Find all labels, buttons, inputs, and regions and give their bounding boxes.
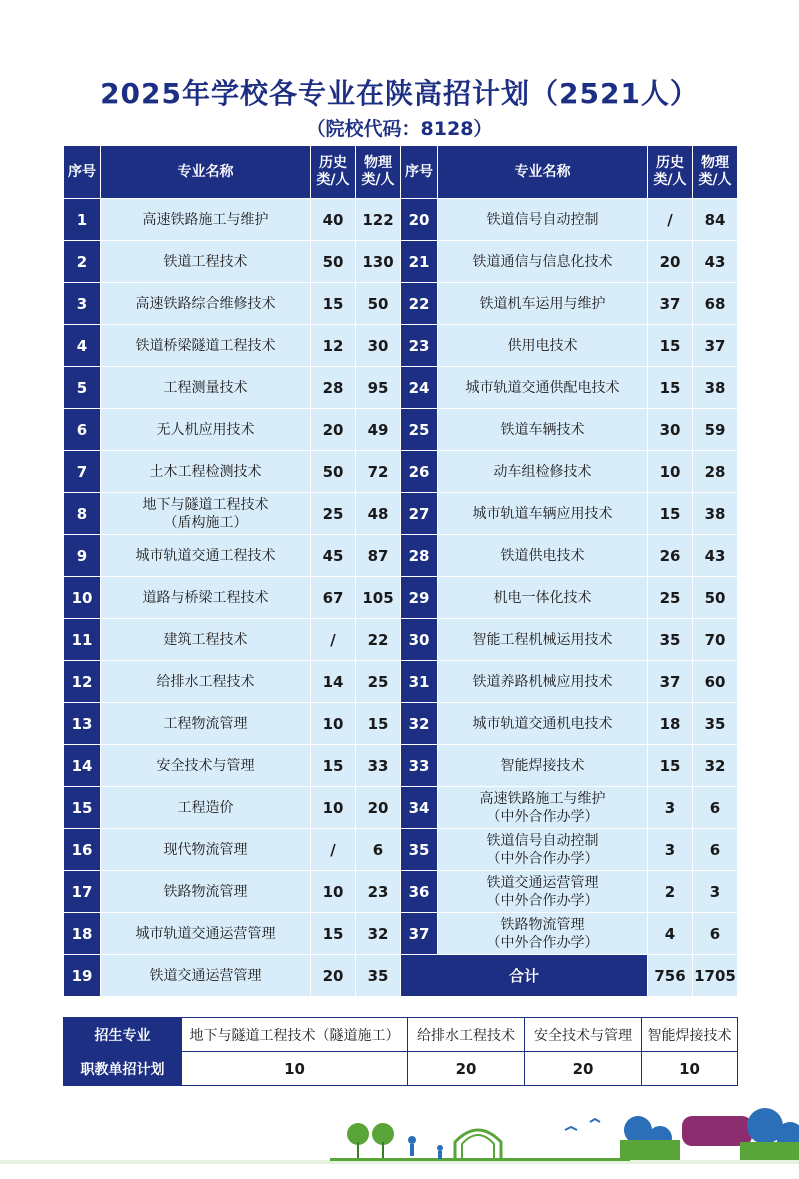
history-count: 10 (311, 871, 356, 913)
row-number: 30 (401, 619, 438, 661)
row-number: 3 (64, 283, 101, 325)
table-header-row (64, 146, 738, 199)
physics-count: 15 (356, 703, 401, 745)
row-number: 14 (64, 745, 101, 787)
history-count: 28 (311, 367, 356, 409)
plan-major: 地下与隧道工程技术（隧道施工） (182, 1018, 408, 1052)
row-number: 19 (64, 955, 101, 997)
major-name-text: 城市轨道交通运营管理 (135, 925, 276, 942)
table-row (64, 325, 738, 367)
physics-count: 60 (693, 661, 738, 703)
history-count: 14 (311, 661, 356, 703)
major-name-text: 给排水工程技术 (156, 673, 255, 690)
plan-count: 20 (408, 1052, 525, 1086)
history-count: 40 (311, 199, 356, 241)
enrollment-table (63, 145, 738, 997)
major-name-note: （盾构施工） (163, 514, 248, 531)
row-number: 33 (401, 745, 438, 787)
physics-count: 48 (356, 493, 401, 535)
row-number: 16 (64, 829, 101, 871)
major-name-text: 铁道车辆技术 (500, 421, 585, 438)
physics-count: 32 (693, 745, 738, 787)
major-name (438, 577, 648, 619)
physics-count: 49 (356, 409, 401, 451)
plan-row2-label: 职教单招计划 (64, 1052, 182, 1086)
bird-icon (590, 1119, 600, 1122)
header-no: 序号 (401, 146, 438, 199)
major-name (438, 871, 648, 913)
history-count: 15 (311, 745, 356, 787)
physics-count: 59 (693, 409, 738, 451)
major-name-text: 铁路物流管理 (163, 883, 248, 900)
history-count: 15 (311, 283, 356, 325)
history-count: 67 (311, 577, 356, 619)
physics-count: 122 (356, 199, 401, 241)
plan-row1-label: 招生专业 (64, 1018, 182, 1052)
row-number: 20 (401, 199, 438, 241)
major-name-text: 土木工程检测技术 (149, 463, 262, 480)
row-number: 2 (64, 241, 101, 283)
history-count: 2 (648, 871, 693, 913)
physics-count: 32 (356, 913, 401, 955)
row-number: 4 (64, 325, 101, 367)
physics-count: 35 (693, 703, 738, 745)
decorative-scenery (0, 1090, 799, 1179)
total-history: 756 (648, 955, 693, 997)
major-name (438, 787, 648, 829)
history-count: 37 (648, 661, 693, 703)
row-number: 24 (401, 367, 438, 409)
row-number: 1 (64, 199, 101, 241)
tree-icon (372, 1123, 394, 1145)
physics-count: 20 (356, 787, 401, 829)
major-name-text: 地下与隧道工程技术 (142, 496, 269, 513)
row-number: 25 (401, 409, 438, 451)
major-name-text: 工程物流管理 (163, 715, 248, 732)
history-count: 10 (311, 703, 356, 745)
runner-icon (408, 1136, 416, 1144)
green-path (330, 1158, 630, 1161)
major-name (101, 493, 311, 535)
major-name (101, 745, 311, 787)
physics-count: 6 (693, 913, 738, 955)
plan-major: 智能焊接技术 (642, 1018, 738, 1052)
physics-count: 6 (356, 829, 401, 871)
physics-count: 22 (356, 619, 401, 661)
row-number: 36 (401, 871, 438, 913)
physics-count: 72 (356, 451, 401, 493)
major-name-text: 无人机应用技术 (156, 421, 255, 438)
major-name-text: 高速铁路施工与维护 (479, 790, 606, 807)
total-physics: 1705 (693, 955, 738, 997)
header-physics: 物理类/人 (356, 146, 401, 199)
physics-count: 38 (693, 367, 738, 409)
row-number: 29 (401, 577, 438, 619)
major-name (438, 199, 648, 241)
physics-count: 130 (356, 241, 401, 283)
physics-count: 105 (356, 577, 401, 619)
table-row (64, 535, 738, 577)
physics-count: 3 (693, 871, 738, 913)
plan-count: 10 (182, 1052, 408, 1086)
major-name-text: 工程造价 (177, 799, 234, 816)
major-name (438, 241, 648, 283)
campus-sign-icon (682, 1116, 752, 1146)
major-name (101, 913, 311, 955)
physics-count: 50 (693, 577, 738, 619)
table-row (64, 661, 738, 703)
row-number: 11 (64, 619, 101, 661)
table-row (64, 451, 738, 493)
row-number: 18 (64, 913, 101, 955)
row-number: 5 (64, 367, 101, 409)
bird-icon (565, 1127, 577, 1130)
tree-icon (347, 1123, 369, 1145)
row-number: 7 (64, 451, 101, 493)
major-name-text: 工程测量技术 (163, 379, 248, 396)
major-name (438, 325, 648, 367)
major-name (438, 913, 648, 955)
major-name (101, 577, 311, 619)
history-count: 15 (648, 367, 693, 409)
table-row (64, 241, 738, 283)
plan-majors-row (64, 1018, 738, 1052)
table-row (64, 619, 738, 661)
major-name (101, 535, 311, 577)
major-name-text: 铁道养路机械应用技术 (472, 673, 613, 690)
physics-count: 50 (356, 283, 401, 325)
table-row (64, 493, 738, 535)
major-name-text: 城市轨道交通机电技术 (472, 715, 613, 732)
history-count: / (311, 829, 356, 871)
table-row (64, 913, 738, 955)
history-count: / (311, 619, 356, 661)
history-count: 3 (648, 787, 693, 829)
major-name-text: 铁道信号自动控制 (486, 832, 599, 849)
row-number: 6 (64, 409, 101, 451)
history-count: 20 (311, 409, 356, 451)
major-name-note: （中外合作办学） (486, 892, 599, 909)
major-name (101, 409, 311, 451)
physics-count: 38 (693, 493, 738, 535)
major-name-text: 铁道工程技术 (163, 253, 248, 270)
major-name (438, 703, 648, 745)
physics-count: 43 (693, 241, 738, 283)
major-name-text: 铁道交通运营管理 (486, 874, 599, 891)
plan-count: 20 (525, 1052, 642, 1086)
table-row (64, 367, 738, 409)
table-row (64, 787, 738, 829)
major-name-text: 城市轨道交通供配电技术 (465, 379, 620, 396)
plan-major: 安全技术与管理 (525, 1018, 642, 1052)
physics-count: 25 (356, 661, 401, 703)
major-name-text: 道路与桥梁工程技术 (142, 589, 269, 606)
row-number: 8 (64, 493, 101, 535)
major-name (438, 367, 648, 409)
history-count: 45 (311, 535, 356, 577)
total-label: 合计 (401, 955, 648, 997)
history-count: 15 (648, 325, 693, 367)
major-name (101, 325, 311, 367)
major-name (438, 535, 648, 577)
physics-count: 70 (693, 619, 738, 661)
major-name-text: 铁路物流管理 (500, 916, 585, 933)
major-name-text: 铁道机车运用与维护 (479, 295, 606, 312)
physics-count: 84 (693, 199, 738, 241)
major-name (101, 703, 311, 745)
major-name-text: 城市轨道车辆应用技术 (472, 505, 613, 522)
major-name (101, 955, 311, 997)
major-name-text: 供用电技术 (507, 337, 578, 354)
history-count: 10 (311, 787, 356, 829)
table-row (64, 829, 738, 871)
table-body (64, 199, 738, 997)
major-name-text: 高速铁路综合维修技术 (135, 295, 276, 312)
header-history: 历史类/人 (311, 146, 356, 199)
physics-count: 23 (356, 871, 401, 913)
major-name (101, 367, 311, 409)
history-count: 12 (311, 325, 356, 367)
history-count: 25 (648, 577, 693, 619)
history-count: 15 (648, 493, 693, 535)
major-name (101, 787, 311, 829)
physics-count: 95 (356, 367, 401, 409)
major-name (438, 745, 648, 787)
major-name (101, 871, 311, 913)
plan-count: 10 (642, 1052, 738, 1086)
history-count: 10 (648, 451, 693, 493)
table-row (64, 955, 738, 997)
major-name-text: 铁道供电技术 (500, 547, 585, 564)
major-name (101, 829, 311, 871)
major-name-text: 高速铁路施工与维护 (142, 211, 269, 228)
major-name-text: 建筑工程技术 (163, 631, 248, 648)
table-row (64, 871, 738, 913)
table-row (64, 577, 738, 619)
physics-count: 6 (693, 787, 738, 829)
plan-counts-row (64, 1052, 738, 1086)
header-no: 序号 (64, 146, 101, 199)
history-count: 50 (311, 451, 356, 493)
header-major: 专业名称 (101, 146, 311, 199)
major-name (438, 283, 648, 325)
history-count: 30 (648, 409, 693, 451)
major-name (438, 493, 648, 535)
history-count: 15 (648, 745, 693, 787)
major-name-note: （中外合作办学） (486, 850, 599, 867)
header-physics: 物理类/人 (693, 146, 738, 199)
row-number: 31 (401, 661, 438, 703)
row-number: 12 (64, 661, 101, 703)
physics-count: 6 (693, 829, 738, 871)
history-count: 37 (648, 283, 693, 325)
history-count: 20 (311, 955, 356, 997)
table-row (64, 745, 738, 787)
major-name (438, 409, 648, 451)
history-count: 25 (311, 493, 356, 535)
major-name-text: 现代物流管理 (163, 841, 248, 858)
row-number: 23 (401, 325, 438, 367)
row-number: 21 (401, 241, 438, 283)
major-name-text: 城市轨道交通工程技术 (135, 547, 276, 564)
major-name (101, 283, 311, 325)
history-count: 18 (648, 703, 693, 745)
physics-count: 30 (356, 325, 401, 367)
table-row (64, 409, 738, 451)
major-name-text: 智能焊接技术 (500, 757, 585, 774)
history-count: / (648, 199, 693, 241)
major-name-text: 动车组检修技术 (493, 463, 592, 480)
row-number: 37 (401, 913, 438, 955)
major-name (101, 451, 311, 493)
major-name-note: （中外合作办学） (486, 934, 599, 951)
page-title: 2025年学校各专业在陕高招计划（2521人） (100, 77, 699, 110)
major-name (438, 619, 648, 661)
row-number: 13 (64, 703, 101, 745)
major-name (438, 451, 648, 493)
history-count: 35 (648, 619, 693, 661)
row-number: 35 (401, 829, 438, 871)
major-name-text: 安全技术与管理 (156, 757, 255, 774)
major-name-text: 铁道通信与信息化技术 (472, 253, 613, 270)
single-enrollment-table (63, 1017, 738, 1086)
physics-count: 87 (356, 535, 401, 577)
major-name (438, 661, 648, 703)
row-number: 9 (64, 535, 101, 577)
physics-count: 33 (356, 745, 401, 787)
row-number: 28 (401, 535, 438, 577)
history-count: 20 (648, 241, 693, 283)
major-name (101, 619, 311, 661)
tree-icon (624, 1116, 652, 1144)
row-number: 34 (401, 787, 438, 829)
history-count: 26 (648, 535, 693, 577)
plan-major: 给排水工程技术 (408, 1018, 525, 1052)
history-count: 15 (311, 913, 356, 955)
physics-count: 68 (693, 283, 738, 325)
history-count: 4 (648, 913, 693, 955)
row-number: 10 (64, 577, 101, 619)
row-number: 15 (64, 787, 101, 829)
physics-count: 35 (356, 955, 401, 997)
row-number: 32 (401, 703, 438, 745)
major-name (101, 661, 311, 703)
table-row (64, 199, 738, 241)
header-major: 专业名称 (438, 146, 648, 199)
history-count: 50 (311, 241, 356, 283)
major-name (438, 829, 648, 871)
row-number: 27 (401, 493, 438, 535)
major-name-note: （中外合作办学） (486, 808, 599, 825)
major-name-text: 铁道交通运营管理 (149, 967, 262, 984)
header-history: 历史类/人 (648, 146, 693, 199)
major-name-text: 智能工程机械运用技术 (472, 631, 613, 648)
table-row (64, 283, 738, 325)
major-name-text: 铁道桥梁隧道工程技术 (135, 337, 276, 354)
physics-count: 37 (693, 325, 738, 367)
history-count: 3 (648, 829, 693, 871)
runner-icon (437, 1145, 443, 1151)
major-name (101, 199, 311, 241)
page-subtitle: （院校代码：8128） (306, 118, 493, 140)
major-name-text: 铁道信号自动控制 (486, 211, 599, 228)
table-row (64, 703, 738, 745)
row-number: 26 (401, 451, 438, 493)
physics-count: 28 (693, 451, 738, 493)
major-name (101, 241, 311, 283)
row-number: 17 (64, 871, 101, 913)
major-name-text: 机电一体化技术 (493, 589, 592, 606)
physics-count: 43 (693, 535, 738, 577)
row-number: 22 (401, 283, 438, 325)
